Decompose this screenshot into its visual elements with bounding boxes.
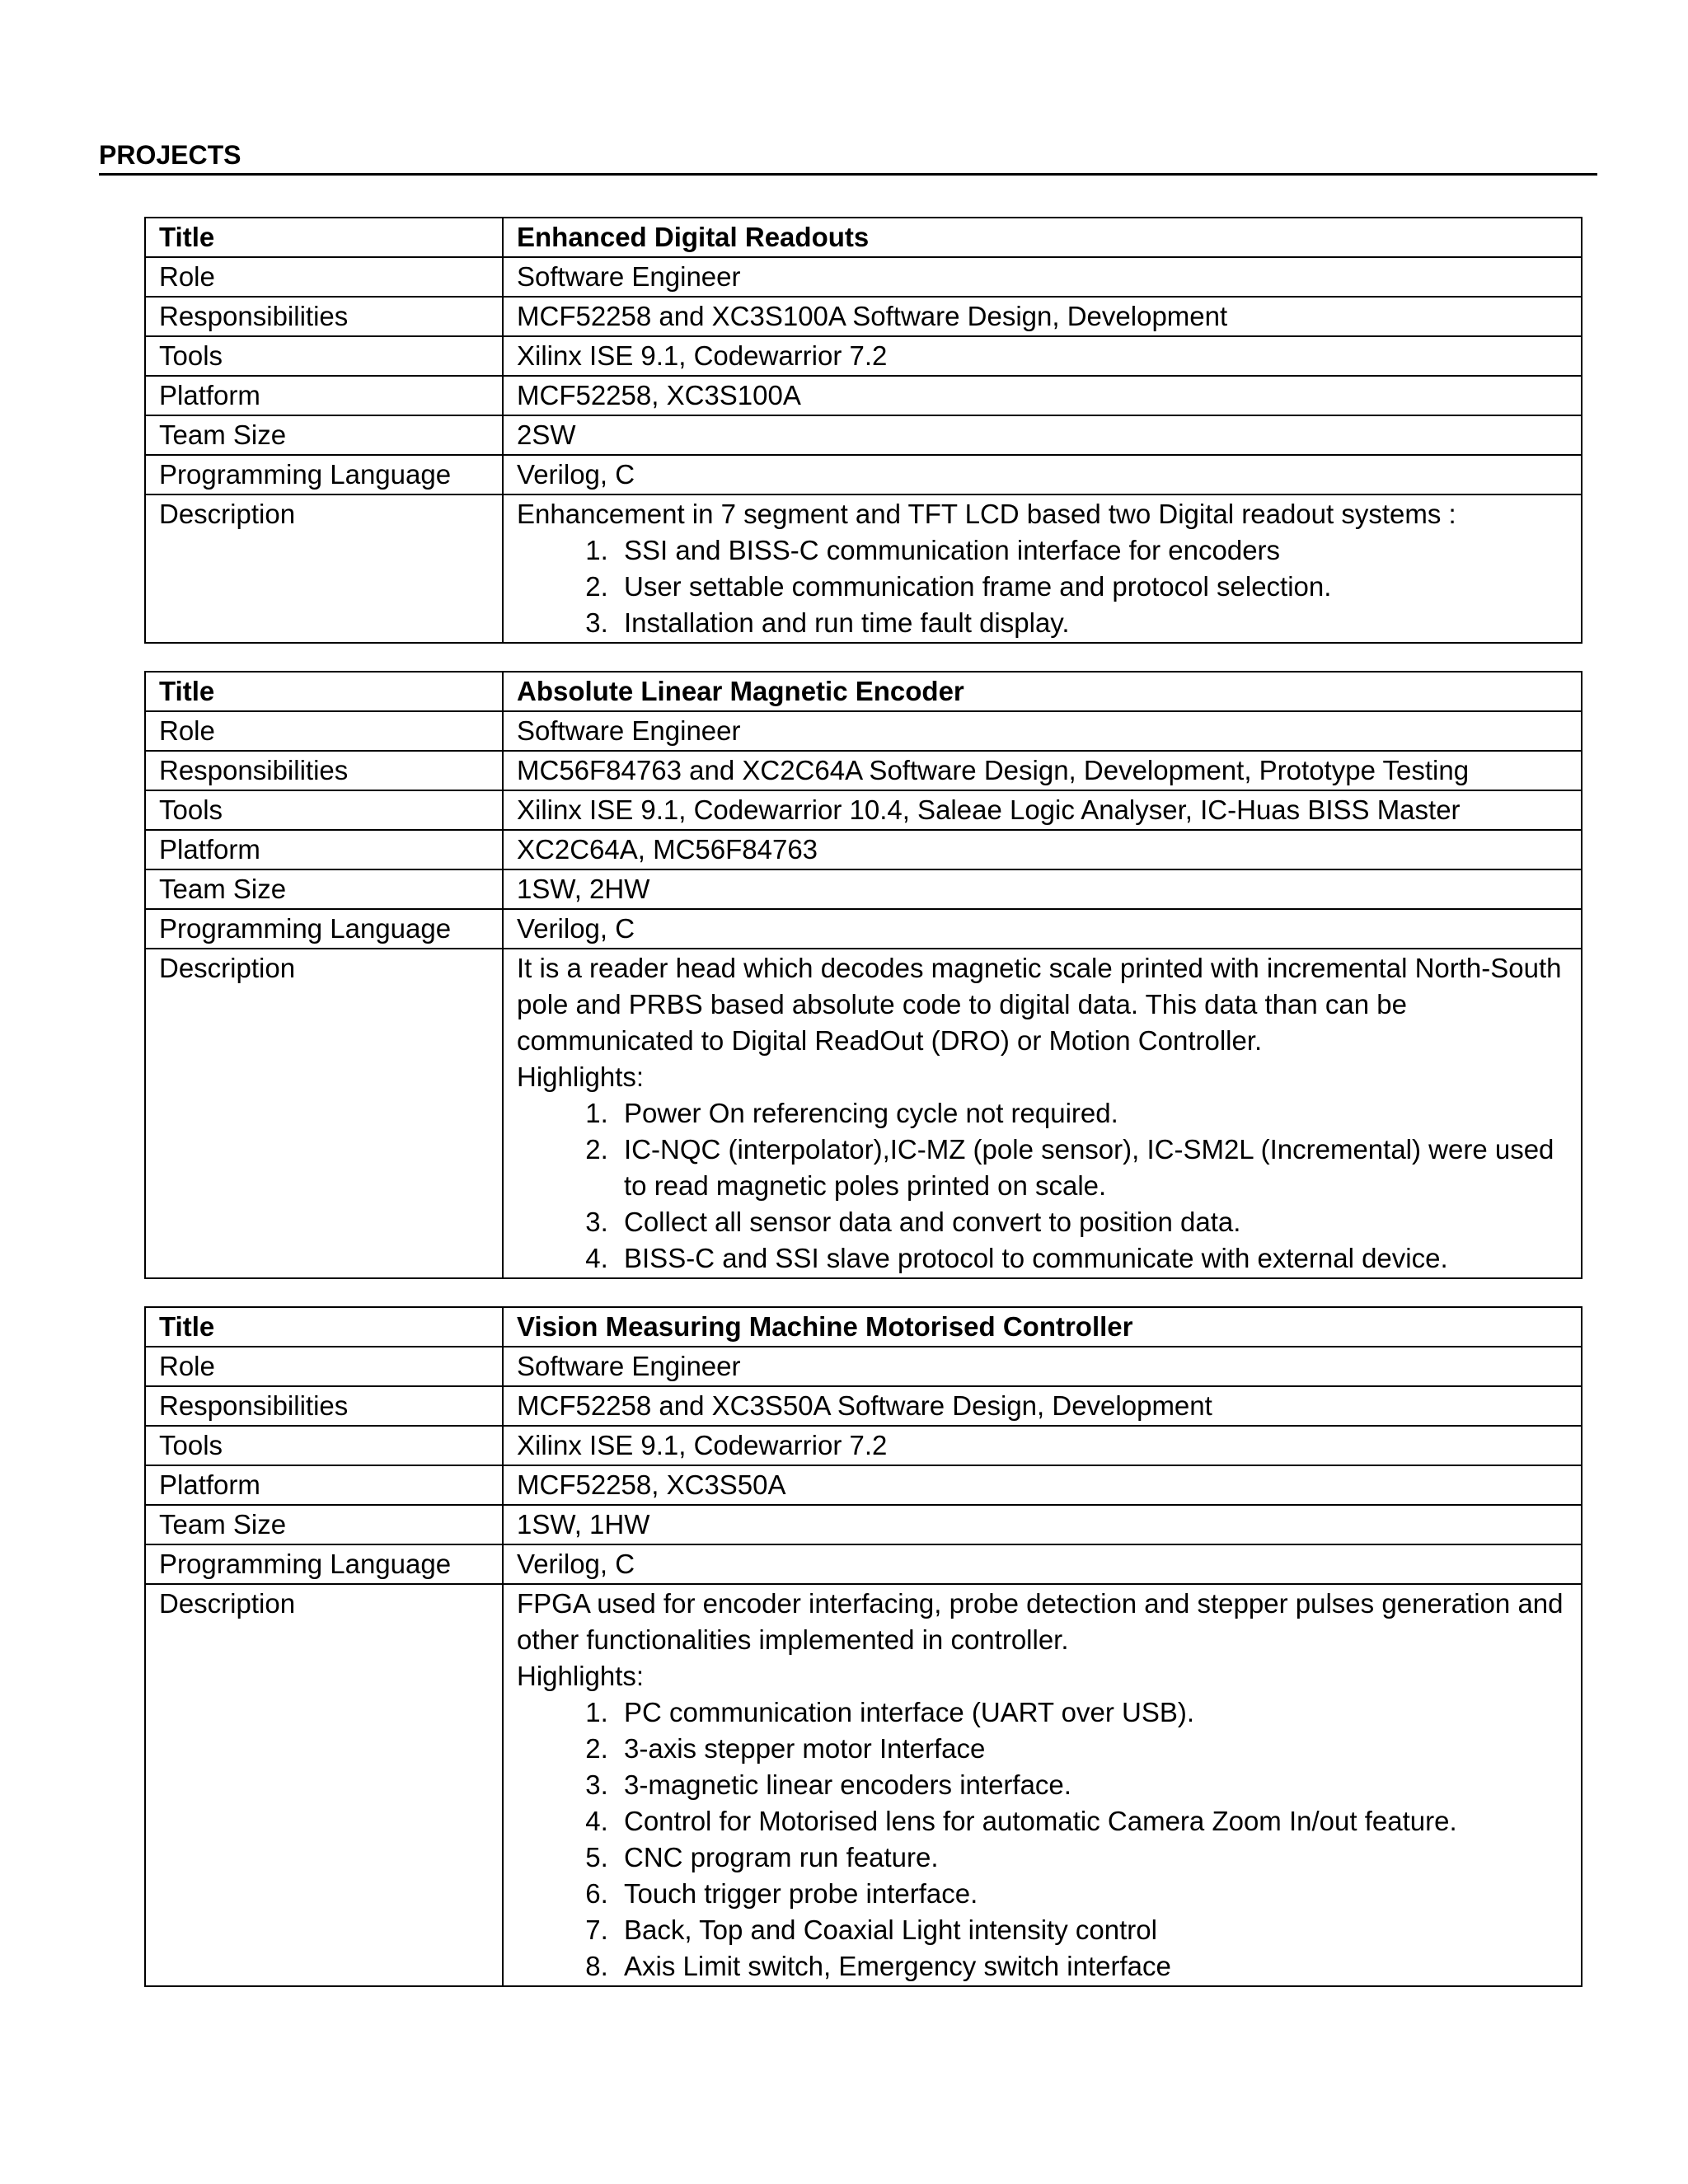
list-item: 1. PC communication interface (UART over USB). [616,1694,1568,1731]
section-heading: PROJECTS [99,138,1597,176]
project-responsibilities: MCF52258 and XC3S100A Software Design, Development [503,297,1582,336]
table-row [145,949,1582,1278]
field-label: Programming Language [145,455,503,494]
project-title: Enhanced Digital Readouts [503,218,1582,257]
project-description [503,1584,1582,1986]
list-item: 8. Axis Limit switch, Emergency switch interface [616,1948,1568,1985]
table-row [145,830,1582,869]
list-item: 6. Touch trigger probe interface. [616,1876,1568,1912]
list-item: 2. User settable communication frame and protocol selection. [616,569,1568,605]
project-team-size: 1SW, 2HW [503,869,1582,909]
field-label: Description [145,949,503,1278]
project-responsibilities: MC56F84763 and XC2C64A Software Design, Development, Prototype Testing [503,751,1582,790]
highlights-label: Highlights: [517,1062,645,1092]
field-label: Platform [145,376,503,415]
field-label: Team Size [145,1505,503,1544]
field-label: Programming Language [145,1544,503,1584]
field-label: Title [145,218,503,257]
table-row [145,1465,1582,1505]
field-label: Programming Language [145,909,503,949]
field-label: Platform [145,1465,503,1505]
project-table [144,217,1582,644]
table-row [145,257,1582,297]
highlights-label: Highlights: [517,1661,645,1691]
field-label: Title [145,1307,503,1347]
table-row [145,455,1582,494]
field-label: Tools [145,790,503,830]
list-item: 5. CNC program run feature. [616,1840,1568,1876]
field-label: Team Size [145,869,503,909]
field-label: Responsibilities [145,1386,503,1426]
list-item: 3. Collect all sensor data and convert to position data. [616,1204,1568,1240]
field-label: Role [145,711,503,751]
project-title: Absolute Linear Magnetic Encoder [503,672,1582,711]
project-language: Verilog, C [503,909,1582,949]
project-title: Vision Measuring Machine Motorised Controller [503,1307,1582,1347]
list-item: 3. 3-magnetic linear encoders interface. [616,1767,1568,1803]
list-item: 2. 3-axis stepper motor Interface [616,1731,1568,1767]
table-row [145,751,1582,790]
project-table [144,671,1582,1279]
table-row [145,1544,1582,1584]
project-language: Verilog, C [503,1544,1582,1584]
field-label: Tools [145,1426,503,1465]
field-label: Responsibilities [145,297,503,336]
table-row [145,1584,1582,1986]
project-tools: Xilinx ISE 9.1, Codewarrior 7.2 [503,336,1582,376]
project-platform: MCF52258, XC3S100A [503,376,1582,415]
table-row [145,909,1582,949]
project-team-size: 1SW, 1HW [503,1505,1582,1544]
table-row [145,494,1582,643]
table-row [145,218,1582,257]
highlights-list [517,1694,1568,1985]
list-item: 3. Installation and run time fault display. [616,605,1568,641]
project-language: Verilog, C [503,455,1582,494]
table-row [145,297,1582,336]
field-label: Description [145,494,503,643]
table-row [145,711,1582,751]
table-row [145,1307,1582,1347]
project-responsibilities: MCF52258 and XC3S50A Software Design, Development [503,1386,1582,1426]
field-label: Platform [145,830,503,869]
project-description [503,494,1582,643]
description-text: Enhancement in 7 segment and TFT LCD based two Digital readout systems : [517,499,1456,529]
field-label: Tools [145,336,503,376]
highlights-list [517,532,1568,641]
project-team-size: 2SW [503,415,1582,455]
table-row [145,869,1582,909]
table-row [145,1505,1582,1544]
list-item: 2. IC-NQC (interpolator),IC-MZ (pole sensor), IC-SM2L (Incremental) were used to read magnetic poles printed on scale. [616,1132,1568,1204]
list-item: 4. Control for Motorised lens for automatic Camera Zoom In/out feature. [616,1803,1568,1840]
table-row [145,336,1582,376]
field-label: Role [145,257,503,297]
field-label: Role [145,1347,503,1386]
field-label: Responsibilities [145,751,503,790]
list-item: 1. SSI and BISS-C communication interface for encoders [616,532,1568,569]
list-item: 4. BISS-C and SSI slave protocol to communicate with external device. [616,1240,1568,1277]
description-text: FPGA used for encoder interfacing, probe detection and stepper pulses generation and other functionalities implemented in controller. [517,1588,1564,1655]
project-platform: XC2C64A, MC56F84763 [503,830,1582,869]
list-item: 1. Power On referencing cycle not required. [616,1095,1568,1132]
project-tools: Xilinx ISE 9.1, Codewarrior 10.4, Saleae Logic Analyser, IC-Huas BISS Master [503,790,1582,830]
table-row [145,672,1582,711]
table-row [145,1426,1582,1465]
table-row [145,1347,1582,1386]
project-role: Software Engineer [503,1347,1582,1386]
project-description [503,949,1582,1278]
table-row [145,790,1582,830]
project-tools: Xilinx ISE 9.1, Codewarrior 7.2 [503,1426,1582,1465]
project-platform: MCF52258, XC3S50A [503,1465,1582,1505]
list-item: 7. Back, Top and Coaxial Light intensity control [616,1912,1568,1948]
table-row [145,415,1582,455]
project-role: Software Engineer [503,711,1582,751]
project-role: Software Engineer [503,257,1582,297]
project-table [144,1306,1582,1987]
field-label: Team Size [145,415,503,455]
description-text: It is a reader head which decodes magnetic scale printed with incremental North-South pole and PRBS based absolute code to digital data. This data than can be communicated to Digital ReadOut (DRO) or Motion Controller. [517,953,1562,1056]
field-label: Description [145,1584,503,1986]
table-row [145,376,1582,415]
highlights-list [517,1095,1568,1277]
field-label: Title [145,672,503,711]
table-row [145,1386,1582,1426]
